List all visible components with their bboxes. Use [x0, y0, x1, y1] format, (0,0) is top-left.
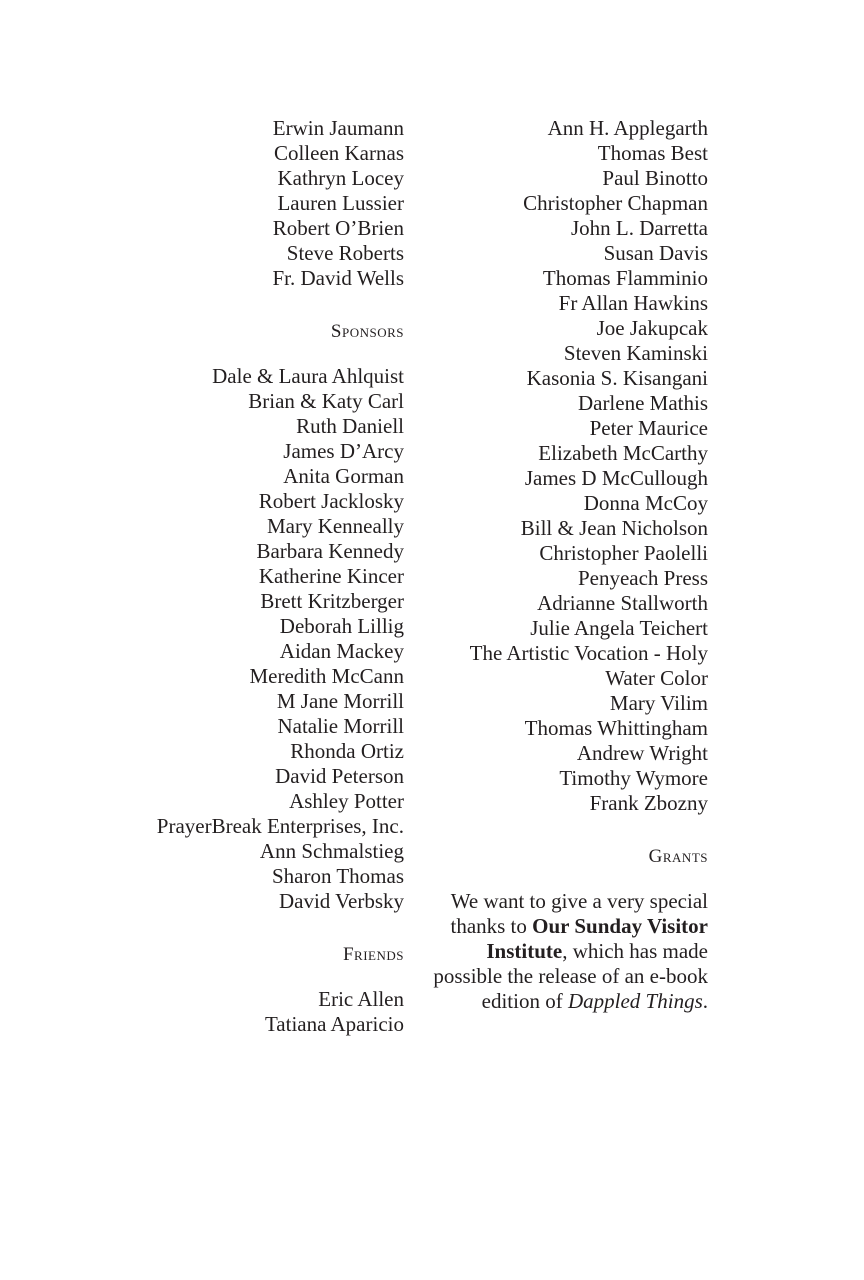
sponsors-heading: Sponsors [330, 321, 404, 342]
name-entry: M Jane Morrill [276, 689, 404, 713]
name-entry: Barbara Kennedy [256, 539, 404, 563]
name-entry: Timothy Wymore [559, 766, 708, 790]
name-entry: James D McCullough [524, 466, 708, 490]
name-entry: Robert O’Brien [272, 216, 404, 240]
name-entry: Kathryn Locey [277, 166, 404, 190]
name-entry: Adrianne Stallworth [537, 591, 708, 615]
name-entry: Julie Angela Teichert [530, 616, 708, 640]
grants-publication: Dappled Things [567, 989, 703, 1013]
name-entry: Penyeach Press [577, 566, 708, 590]
name-entry: Aidan Mackey [279, 639, 404, 663]
name-entry: Ann Schmalstieg [259, 839, 404, 863]
name-entry: Peter Maurice [589, 416, 708, 440]
name-entry: Meredith McCann [249, 664, 404, 688]
name-entry: David Verbsky [278, 889, 404, 913]
name-entry: Dale & Laura Ahlquist [212, 364, 404, 388]
name-entry: Rhonda Ortiz [290, 739, 404, 763]
grants-text-1: We want to give a very special thanks to [450, 889, 708, 938]
name-entry: Erwin Jaumann [272, 116, 404, 140]
grants-heading: Grants [648, 846, 708, 867]
name-entry: Tatiana Aparicio [264, 1012, 404, 1036]
name-entry: Ruth Daniell [296, 414, 404, 438]
name-entry: Joe Jakupcak [596, 316, 708, 340]
name-entry: Ann H. Applegarth [547, 116, 708, 140]
sponsors-list [104, 364, 404, 914]
name-entry: Robert Jacklosky [258, 489, 404, 513]
name-list-top [104, 116, 404, 291]
name-entry: Mary Vilim [609, 691, 708, 715]
name-entry: Sharon Thomas [271, 864, 404, 888]
name-entry: Eric Allen [318, 987, 404, 1011]
right-column [418, 116, 708, 1014]
name-entry: Christopher Chapman [523, 191, 708, 215]
name-entry: Steve Roberts [286, 241, 404, 265]
grants-text-3: . [702, 989, 708, 1013]
name-entry: Brett Kritzberger [260, 589, 404, 613]
name-entry: Water Color [605, 666, 708, 690]
name-entry: Kasonia S. Kisangani [526, 366, 708, 390]
grants-institute: Our Sunday Visitor Institute [486, 914, 708, 963]
name-entry: Thomas Flamminio [542, 266, 708, 290]
name-entry: Christopher Paolelli [539, 541, 708, 565]
name-entry: Andrew Wright [576, 741, 708, 765]
name-entry: Bill & Jean Nicholson [520, 516, 708, 540]
name-entry: Paul Binotto [602, 166, 708, 190]
grants-text-2: , which has made possible the release of an e-book edition of [433, 939, 708, 1013]
grants-paragraph [418, 889, 708, 1014]
name-entry: Donna McCoy [583, 491, 708, 515]
name-entry: Natalie Morrill [277, 714, 404, 738]
name-entry: James D’Arcy [283, 439, 404, 463]
name-entry: Brian & Katy Carl [248, 389, 404, 413]
name-entry: Frank Zbozny [589, 791, 708, 815]
name-entry: Fr. David Wells [272, 266, 404, 290]
name-entry: Katherine Kincer [258, 564, 404, 588]
left-column [104, 116, 404, 1037]
name-entry: Deborah Lillig [279, 614, 404, 638]
name-entry: Susan Davis [603, 241, 708, 265]
name-entry: John L. Darretta [570, 216, 708, 240]
name-entry: Steven Kaminski [563, 341, 708, 365]
name-entry: David Peterson [275, 764, 404, 788]
name-entry: Anita Gorman [283, 464, 404, 488]
friends-list-continued [418, 116, 708, 816]
name-entry: Thomas Whittingham [524, 716, 708, 740]
name-entry: PrayerBreak Enterprises, Inc. [156, 814, 404, 838]
name-entry: Lauren Lussier [277, 191, 404, 215]
name-entry: Fr Allan Hawkins [558, 291, 708, 315]
name-entry: Elizabeth McCarthy [538, 441, 708, 465]
name-entry: Darlene Mathis [577, 391, 708, 415]
name-entry: Thomas Best [597, 141, 708, 165]
name-entry: Mary Kenneally [266, 514, 404, 538]
name-entry: Ashley Potter [289, 789, 404, 813]
name-entry: The Artistic Vocation - Holy [469, 641, 708, 665]
name-entry: Colleen Karnas [273, 141, 404, 165]
friends-heading: Friends [342, 944, 404, 965]
friends-list [104, 987, 404, 1037]
